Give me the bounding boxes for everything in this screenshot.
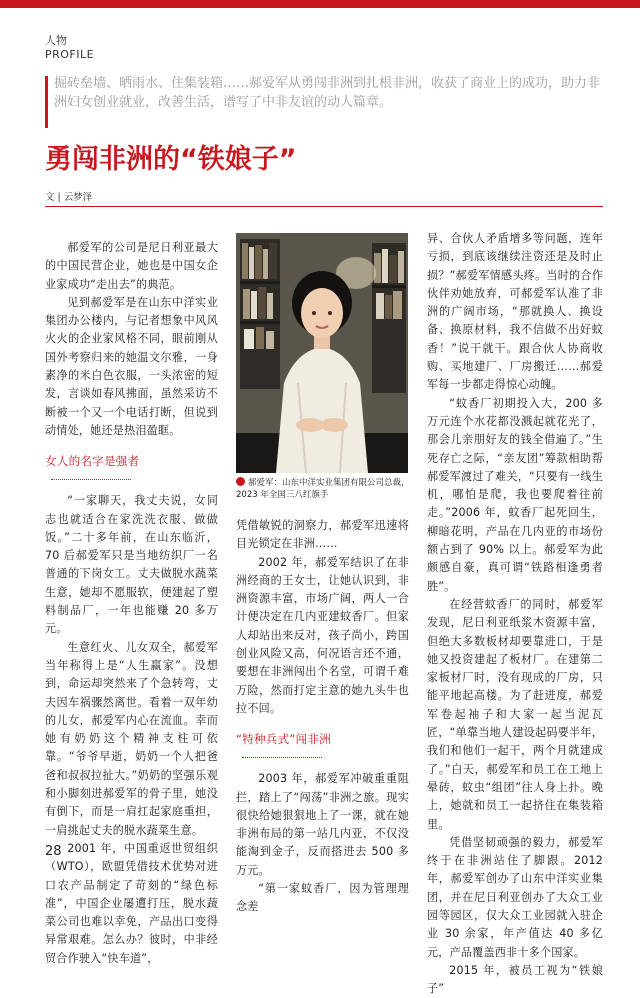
paragraph: 2001 年，中国重返世贸组织（WTO），欧盟凭借技术优势对进口农产品制定了苛刻的“绿色标准”，中国企业屡遭打压，脱水蔬菜公司也难以幸免，产品出口变得异常艰难。怎么办？彼时，中非经贸合作驶入“快车道”，	[45, 841, 218, 965]
paragraph: “一家聊天，我丈夫说，女同志也就适合在家洗洗衣服、做做饭。”二十多年前，在山东临沂，70 后郝爱军只是当地纺织厂一名普通的下岗女工。丈夫做脱水蔬菜生意，她却不愿服软，便建起了塑料制品厂，一年也能赚 20 多万元。	[45, 494, 218, 636]
paragraph: 2003 年，郝爱军冲破重重阻拦，踏上了“闯荡”非洲之旅。现实很快给她狠狠地上了一课，就在她非洲布局的第一站几内亚，不仅没能淘到金子，反而搭进去 500 多万元。	[236, 772, 409, 877]
paragraph: “蚊香厂初期投入大，200 多万元连个水花都没溅起就花光了，那会儿亲朋好友的钱全借遍了。”生死存亡之际，“亲友团”筹款相助帮郝爱军渡过了难关，“只要有一线生机，哪怕是爬，我也要爬着往前走。”2006 年，蚊香厂起死回生，柳暗花明，产品在几内亚的市场份额占到了 90% 以上。郝爱军为此颇感自豪，真可谓“铁路相逢勇者胜”。	[427, 396, 603, 593]
subheading-dotted-rule	[51, 479, 131, 480]
photo-caption	[236, 477, 412, 501]
article-column-2	[236, 517, 409, 914]
intro-summary: 掘砖垒墙、晒雨水、住集装箱……郝爱军从勇闯非洲到扎根非洲，收获了商业上的成功，助力非洲妇女创业就业，改善生活，谱写了中非友谊的动人篇章。	[54, 76, 601, 110]
paragraph: 在经营蚊香厂的同时，郝爱军发现，尼日利亚纸浆木资源丰富，但绝大多数板材却要靠进口，于是她又投资建起了板材厂。在建第二家板材厂时，没有现成的厂房，只能平地起高楼。为了赶进度，郝爱军卷起袖子和大家一起当泥瓦匠，“单靠当地人建设起码要半年，我们和他们一起干，两个月就建成了。”白天，郝爱军和员工在工地上晕砖，蚊虫“组团”往人身上扑。晚上，她就和员工一起挤住在集装箱里。	[427, 597, 603, 831]
paragraph: 凭借坚韧顽强的毅力，郝爱军终于在非洲站住了脚跟。2012 年，郝爱军创办了山东中洋实业集团，并在尼日利亚创办了大众工业园等园区，仅大众工业园就入驻企业 30 余家，年产值达 40 多亿元，产品覆盖西非十多个国家。	[427, 835, 603, 959]
author-byline: 文 | 云梦泽	[45, 192, 93, 203]
paragraph: 郝爱军的公司是尼日利亚最大的中国民营企业，她也是中国女企业家成功“走出去”的典范。	[45, 241, 218, 291]
subheading	[236, 730, 409, 766]
caption-bullet-icon	[236, 477, 245, 486]
title-divider	[45, 206, 603, 207]
intro-accent-bar	[45, 76, 48, 128]
section-label: 人物	[45, 34, 67, 47]
paragraph: 异、合伙人矛盾增多等问题，连年亏损，到底该继续注资还是及时止损？”郝爱军情感头疼。当时的合作伙伴劝她放弃，可郝爱军认准了非洲的广阔市场，“那就换人、换设备、换原材料，我不信做不出好蚊香！”说干就干。跟合伙人协商收购、买地建厂、厂房搬迁……郝爱军每一步都走得惊心动魄。	[427, 232, 603, 392]
header-red-bar	[0, 0, 640, 8]
article-column-3	[427, 230, 603, 996]
paragraph: 生意红火、儿女双全，郝爱军当年称得上是“人生赢家”。没想到，命运却突然来了个急转弯，丈夫因车祸骤然离世。看着一双年幼的儿女，郝爱军内心在流血。幸而她有奶奶这个精神支柱可依靠。“爷爷早逝，奶奶一个人把爸爸和叔叔拉扯大。”奶奶的坚强乐观和小脚刻进郝爱军的骨子里，她没有倒下，而是一肩扛起家庭重担，一肩挑起丈夫的脱水蔬菜生意。	[45, 640, 218, 837]
subheading	[45, 452, 218, 488]
portrait-illustration	[236, 233, 408, 473]
paragraph: 2015 年，被员工视为“铁娘子”	[427, 963, 603, 996]
article-title: 勇闯非洲的“铁娘子”	[45, 144, 297, 175]
subheading-text: “特种兵式”闯非洲	[236, 732, 331, 747]
caption-text: 郝爱军：山东中洋实业集团有限公司总裁，2023 年全国三八红旗手	[236, 478, 410, 500]
paragraph: 凭借敏锐的洞察力，郝爱军迅速将目光锁定在非洲……	[236, 519, 409, 551]
page-number: 28	[45, 844, 62, 859]
section-label-en: PROFILE	[45, 48, 95, 61]
paragraph: 2002 年，郝爱军结识了在非洲经商的王女士，让她认识到，非洲资源丰富，市场广阔，两人一合计便决定在几内亚建蚊香厂。但家人却站出来反对，孩子尚小，跨国创业风险又高，何况语言还不通，要想在非洲闯出个名堂，可谓千难万险，然而打定主意的她九头牛也拉不回。	[236, 555, 409, 715]
paragraph: “第一家蚊香厂，因为管理理念差	[236, 882, 409, 914]
paragraph: 见到郝爱军是在山东中洋实业集团办公楼内，与记者想象中风风火火的企业家风格不同，眼前刚从国外考察归来的她温文尔雅，一身素净的米白色衣服，一头浓密的短发，言谈如春风拂面，虽然采访不断被一个又一个电话打断，但说到动情处，她还是热泪盈眶。	[45, 295, 218, 437]
subheading-dotted-rule	[242, 757, 322, 758]
portrait-photo	[236, 233, 408, 473]
subheading-text: 女人的名字是强者	[45, 454, 140, 469]
